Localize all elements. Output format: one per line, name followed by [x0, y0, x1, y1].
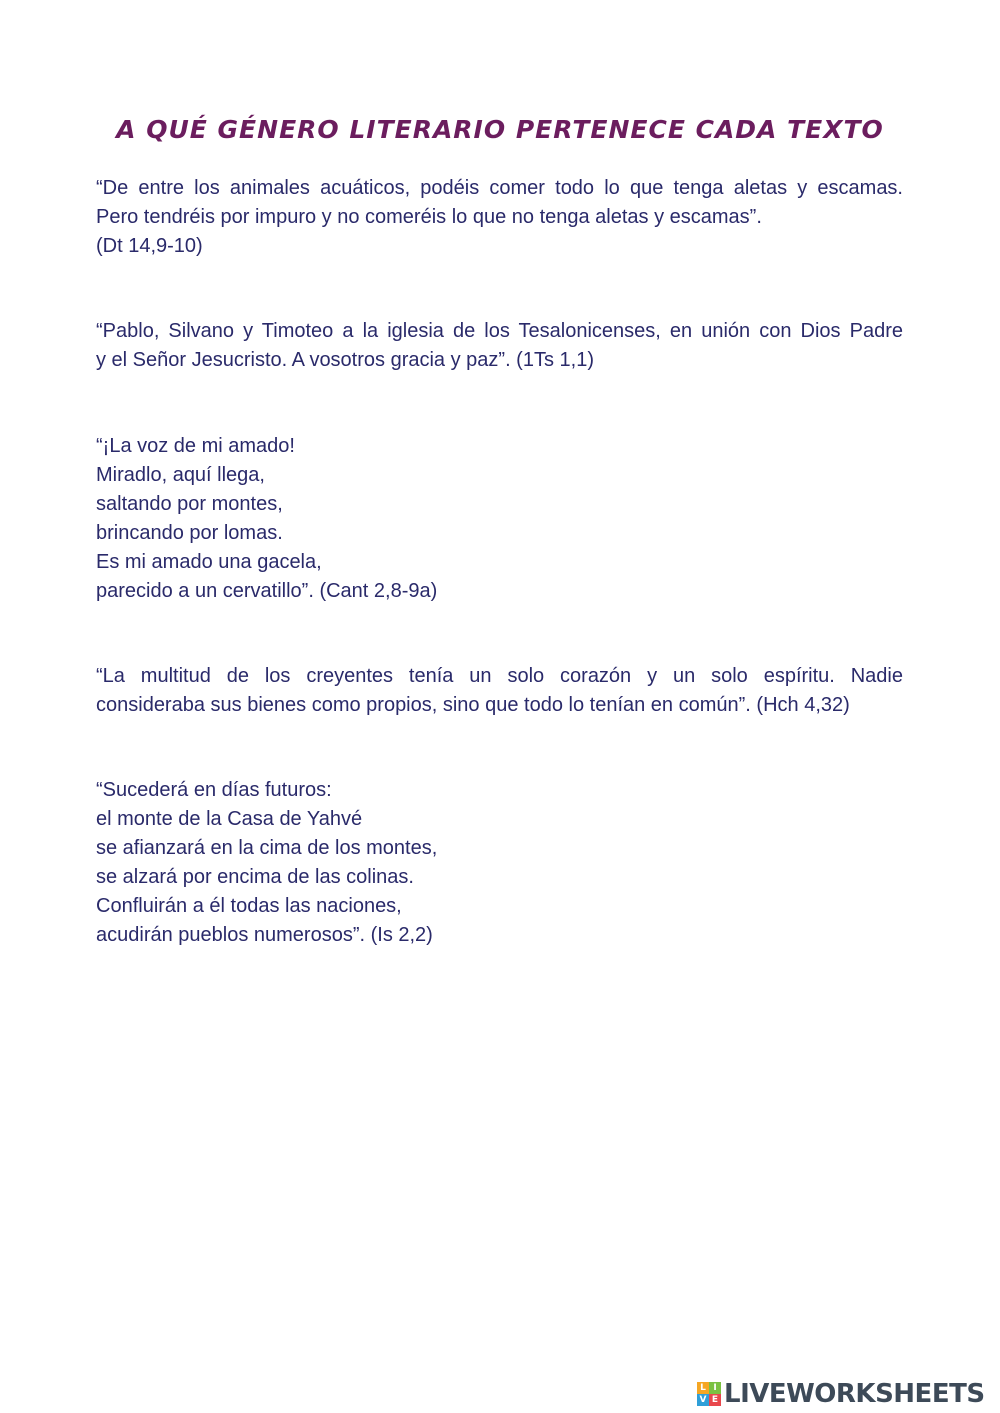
passage-song-of-songs [96, 432, 903, 606]
liveworksheets-brand[interactable] [697, 1377, 985, 1411]
logo-letter: I [709, 1382, 721, 1394]
passage-line: el monte de la Casa de Yahvé [96, 808, 363, 830]
passage-line: (Dt 14,9-10) [96, 235, 203, 257]
passage-line: consideraba sus bienes como propios, sino que todo lo tenían en común”. (Hch 4,32) [96, 694, 850, 716]
passage-thessalonians [96, 317, 903, 375]
passage-acts [96, 662, 903, 720]
passage-isaiah [96, 776, 903, 950]
logo-letter: L [697, 1382, 709, 1394]
logo-letter: V [697, 1394, 709, 1406]
passage-line: “¡La voz de mi amado! [96, 435, 295, 457]
passage-line: “Sucederá en días futuros: [96, 779, 332, 801]
passage-line: saltando por montes, [96, 493, 283, 515]
passage-line: Es mi amado una gacela, [96, 551, 322, 573]
passage-line: se afianzará en la cima de los montes, [96, 837, 438, 859]
passage-line: acudirán pueblos numerosos”. (Is 2,2) [96, 924, 433, 946]
brand-name: LIVEWORKSHEETS [724, 1379, 985, 1409]
passage-line: se alzará por encima de las colinas. [96, 866, 414, 888]
passage-line: y el Señor Jesucristo. A vosotros gracia y paz”. (1Ts 1,1) [96, 349, 594, 371]
passage-line: “De entre los animales acuáticos, podéis comer todo lo que tenga aletas y escamas. [96, 177, 903, 199]
liveworksheets-logo-icon [697, 1382, 721, 1406]
passage-line: Pero tendréis por impuro y no comeréis lo que no tenga aletas y escamas”. [96, 206, 762, 228]
passage-line: “La multitud de los creyentes tenía un solo corazón y un solo espíritu. Nadie [96, 665, 903, 687]
passage-line: “Pablo, Silvano y Timoteo a la iglesia de los Tesalonicenses, en unión con Dios Padre [96, 320, 903, 342]
passage-line: Miradlo, aquí llega, [96, 464, 265, 486]
passage-line: parecido a un cervatillo”. (Cant 2,8-9a) [96, 580, 438, 602]
logo-letter: E [709, 1394, 721, 1406]
passage-deuteronomy [96, 174, 903, 261]
worksheet-title: A QUÉ GÉNERO LITERARIO PERTENECE CADA TEXTO [116, 114, 884, 144]
passage-line: brincando por lomas. [96, 522, 283, 544]
passage-line: Confluirán a él todas las naciones, [96, 895, 402, 917]
